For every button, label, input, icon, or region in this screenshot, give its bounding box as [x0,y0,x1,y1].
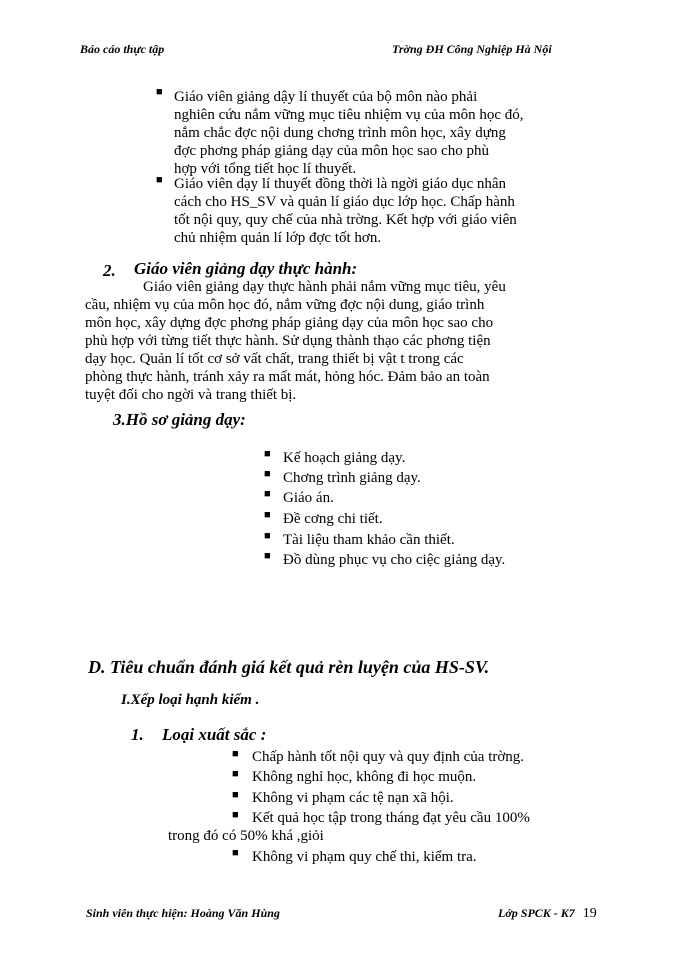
list-item: Chơng trình giảng dạy. [283,470,421,486]
bullet-square-icon: ■ [264,448,271,460]
list-item: Đề cơng chi tiết. [283,511,383,527]
text-line: phòng thực hành, tránh xảy ra mất mát, hỏng hóc. Đảm bảo an toàn [85,369,490,385]
bullet-square-icon: ■ [232,748,239,760]
list-item: Đồ dùng phục vụ cho ciệc giảng dạy. [283,552,506,568]
text-line: môn học, xây dựng đợc phơng pháp giảng dạy của môn học sao cho [85,315,494,331]
text-line: dạy học. Quản lí tốt cơ sở vất chất, trang thiết bị vật t trong các [85,351,464,367]
text-line: hợp với tổng tiết học lí thuyết. [174,161,357,177]
text-line: Giáo viên giảng dậy lí thuyết của bộ môn nào phải [174,89,478,105]
text-line: nghiên cứu nắm vững mục tiêu nhiệm vụ của môn học đó, [174,107,524,123]
text-line: cách cho HS_SV và quản lí giáo dục lớp học. Chấp hành [174,194,515,210]
list-item: Không nghỉ học, không đi học muộn. [252,769,477,785]
text-line: tốt nội quy, quy chế của nhà trờng. Kết hợp với giáo viên [174,212,517,228]
list-item: Tài liệu tham khảo cần thiết. [283,532,455,548]
footer-left: Sinh viên thực hiện: Hoàng Văn Hùng [86,906,280,920]
footer-right [498,906,597,922]
bullet-square-icon: ■ [264,468,271,480]
text-line: đợc phơng pháp giảng dạy của môn học sao cho phù [174,143,489,159]
text-line: cầu, nhiệm vụ của môn học đó, nắm vững đợc nội dung, giáo trình [85,297,485,313]
bullet-square-icon: ■ [264,488,271,500]
sectionD-title: D. Tiêu chuẩn đánh giá kết quả rèn luyện của HS-SV. [88,657,490,677]
text-line: phù hợp với từng tiết thực hành. Sử dụng thành thạo các phơng tiện [85,333,491,349]
text-line: nắm chắc đợc nội dung chơng trình môn học, xây dựng [174,125,506,141]
bullet-square-icon: ■ [156,86,163,98]
bullet-square-icon: ■ [264,550,271,562]
text-line: Giáo viên dạy lí thuyết đồng thời là ngời giáo dục nhân [174,176,507,192]
theory-bullet-1 [174,88,524,178]
list-item: Không vi phạm quy chế thi, kiểm tra. [252,849,477,865]
bullet-square-icon: ■ [232,809,239,821]
text-line: chủ nhiệm quản lí lớp đợc tốt hơn. [174,230,382,246]
footer-class: Lớp SPCK - K7 [498,906,575,920]
theory-bullet-2 [174,175,517,247]
list-item: Kết quả học tập trong tháng đạt yêu cầu 100% [252,810,530,826]
header-right: Trờng ĐH Công Nghiệp Hà Nội [392,42,552,56]
section2-number: 2. [103,261,116,280]
text-line: Giáo viên giảng dạy thực hành phải nắm vững mục tiêu, yêu [143,279,506,295]
list-item: Chấp hành tốt nội quy và quy định của trờng. [252,749,525,765]
list-item: Giáo án. [283,490,334,506]
section2-paragraph [85,278,506,404]
page-number: 19 [582,906,597,921]
header-left: Báo cáo thực tập [80,42,165,56]
bullet-square-icon: ■ [264,530,271,542]
bullet-square-icon: ■ [232,847,239,859]
subsection-number: 1. [131,725,144,744]
text-line: tuyệt đối cho ngời và trang thiết bị. [85,387,297,403]
sectionD-subtitle: I.Xếp loại hạnh kiểm . [121,692,260,708]
bullet-square-icon: ■ [232,768,239,780]
bullet-square-icon: ■ [264,509,271,521]
bullet-square-icon: ■ [156,174,163,186]
section3-title: 3.Hồ sơ giảng dạy: [113,410,246,429]
subsection-title: Loại xuất sắc : [162,725,267,744]
bullet-square-icon: ■ [232,789,239,801]
section2-title: Giáo viên giảng dạy thực hành: [134,259,358,278]
list-item-continuation: trong đó có 50% khá ,giỏi [168,828,324,844]
list-item: Không vi phạm các tệ nạn xã hội. [252,790,454,806]
list-item: Kế hoạch giảng dạy. [283,450,406,466]
